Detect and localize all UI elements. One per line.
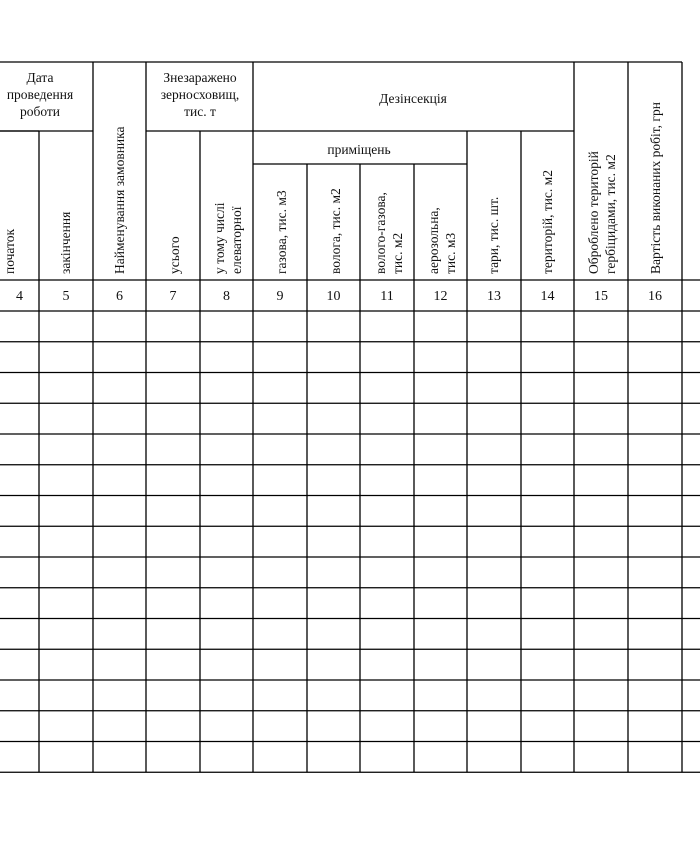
header-customer — [112, 127, 127, 275]
header-line: аерозольна, — [426, 207, 441, 274]
header-line: Оброблено територій — [586, 151, 601, 274]
header-total — [167, 236, 182, 274]
column-number: 7 — [169, 289, 177, 304]
header-territory — [540, 170, 555, 274]
header-disinsection-group — [379, 91, 447, 106]
header-line: волого-газова, — [373, 192, 388, 274]
header-line: газова, тис. м3 — [274, 190, 289, 274]
column-number: 13 — [487, 289, 501, 304]
header-line: Дата — [26, 70, 54, 85]
column-numbers-row — [16, 289, 662, 304]
header-line: тис. м2 — [390, 232, 405, 274]
header-premises-group — [327, 142, 390, 157]
header-line: зерносховищ, — [160, 87, 240, 102]
column-number: 14 — [540, 289, 555, 304]
column-number: 15 — [594, 289, 608, 304]
header-containers — [486, 197, 501, 274]
header-line: територій, тис. м2 — [540, 170, 555, 274]
header-start — [2, 228, 17, 274]
header-line: Вартість виконаних робіт, грн — [648, 102, 663, 274]
header-line: Дезінсекція — [379, 91, 447, 106]
header-line: роботи — [19, 104, 61, 119]
header-gas — [274, 190, 289, 274]
column-number: 11 — [380, 289, 394, 304]
header-line: елеваторної — [229, 206, 244, 274]
column-number: 5 — [62, 289, 70, 304]
header-line: у тому числі — [212, 202, 227, 274]
header-cost — [648, 102, 663, 274]
header-line: закінчення — [58, 211, 73, 274]
column-number: 8 — [223, 289, 230, 304]
header-line: початок — [2, 228, 17, 274]
header-line: гербіцидами, тис. м2 — [603, 154, 618, 274]
column-number: 9 — [276, 289, 284, 304]
column-number: 10 — [326, 289, 341, 304]
header-end — [58, 212, 73, 274]
header-disinfected-group — [161, 70, 240, 119]
column-number: 16 — [648, 289, 662, 304]
header-date-group — [7, 70, 73, 119]
header-line: тис. т — [184, 104, 216, 119]
header-line: тари, тис. шт. — [486, 196, 501, 274]
header-line: Знезаражено — [163, 70, 237, 85]
header-elevator — [212, 202, 244, 274]
header-line: Найменування замовника — [112, 126, 127, 274]
header-line: приміщень — [327, 142, 391, 157]
header-herbicide — [586, 151, 618, 274]
header-line: усього — [167, 236, 182, 274]
column-number: 12 — [433, 289, 448, 304]
column-number: 6 — [116, 289, 123, 304]
header-line: проведення — [6, 87, 74, 102]
column-number: 4 — [16, 289, 23, 304]
header-line: тис. м3 — [443, 232, 458, 274]
header-moist — [328, 188, 343, 274]
header-moist-gas — [373, 192, 405, 274]
header-line: волога, тис. м2 — [328, 188, 343, 274]
header-aerosol — [426, 207, 458, 274]
